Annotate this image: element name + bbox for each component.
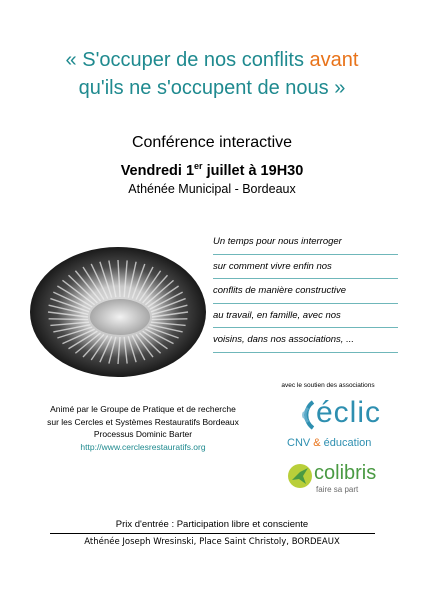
- circle-of-people-photo: [28, 245, 208, 380]
- headline-accent-word: avant: [309, 49, 359, 71]
- credit-line: Processus Dominic Barter: [93, 429, 193, 439]
- quote-line: conflits de manière constructive: [213, 279, 398, 304]
- event-venue: Athénée Municipal - Bordeaux: [128, 182, 296, 196]
- event-date-ordinal: er: [194, 161, 203, 171]
- credit-line: Animé par le Groupe de Pratique et de recherche: [50, 404, 236, 414]
- eclic-tagline-a: CNV: [287, 437, 314, 449]
- event-type: Conférence interactive: [131, 134, 293, 151]
- venue-address: Athénée Joseph Wresinski, Place Saint Christoly, BORDEAUX: [84, 537, 340, 547]
- eclic-tagline-b: éducation: [320, 437, 372, 449]
- quote-line: Un temps pour nous interroger: [213, 230, 398, 255]
- colibris-tagline: faire sa part: [316, 485, 359, 494]
- colibris-logo-mark: [286, 462, 314, 490]
- organizer-credit: [28, 403, 258, 453]
- sponsors-heading: avec le soutien des associations: [281, 382, 375, 389]
- intro-quote: [213, 230, 398, 353]
- eclic-logo-text: éclic: [316, 396, 382, 429]
- eclic-tagline-amp: &: [313, 437, 321, 449]
- eclic-tagline: [287, 437, 371, 449]
- headline-text: « S'occuper de nos conflits: [65, 49, 310, 71]
- footer-divider: [50, 533, 375, 534]
- event-date: [0, 156, 424, 181]
- headline-line-2: qu'ils ne s'occupent de nous »: [78, 77, 346, 99]
- event-date-suffix: juillet à 19H30: [202, 162, 304, 179]
- event-date-prefix: Vendredi 1: [120, 162, 195, 179]
- organizer-website-link[interactable]: http://www.cerclesrestauratifs.org: [80, 441, 206, 452]
- quote-line: au travail, en famille, avec nos: [213, 304, 398, 329]
- colibris-logo-text: colibris: [314, 462, 377, 484]
- entry-price: Prix d'entrée : Participation libre et consciente: [115, 519, 309, 530]
- headline-line-1: [0, 47, 424, 73]
- credit-line: sur les Cercles et Systèmes Restauratifs Bordeaux: [47, 416, 239, 427]
- quote-line: sur comment vivre enfin nos: [213, 255, 398, 280]
- quote-line: voisins, dans nos associations, ...: [213, 328, 398, 353]
- eclic-logo-mark: [283, 398, 317, 432]
